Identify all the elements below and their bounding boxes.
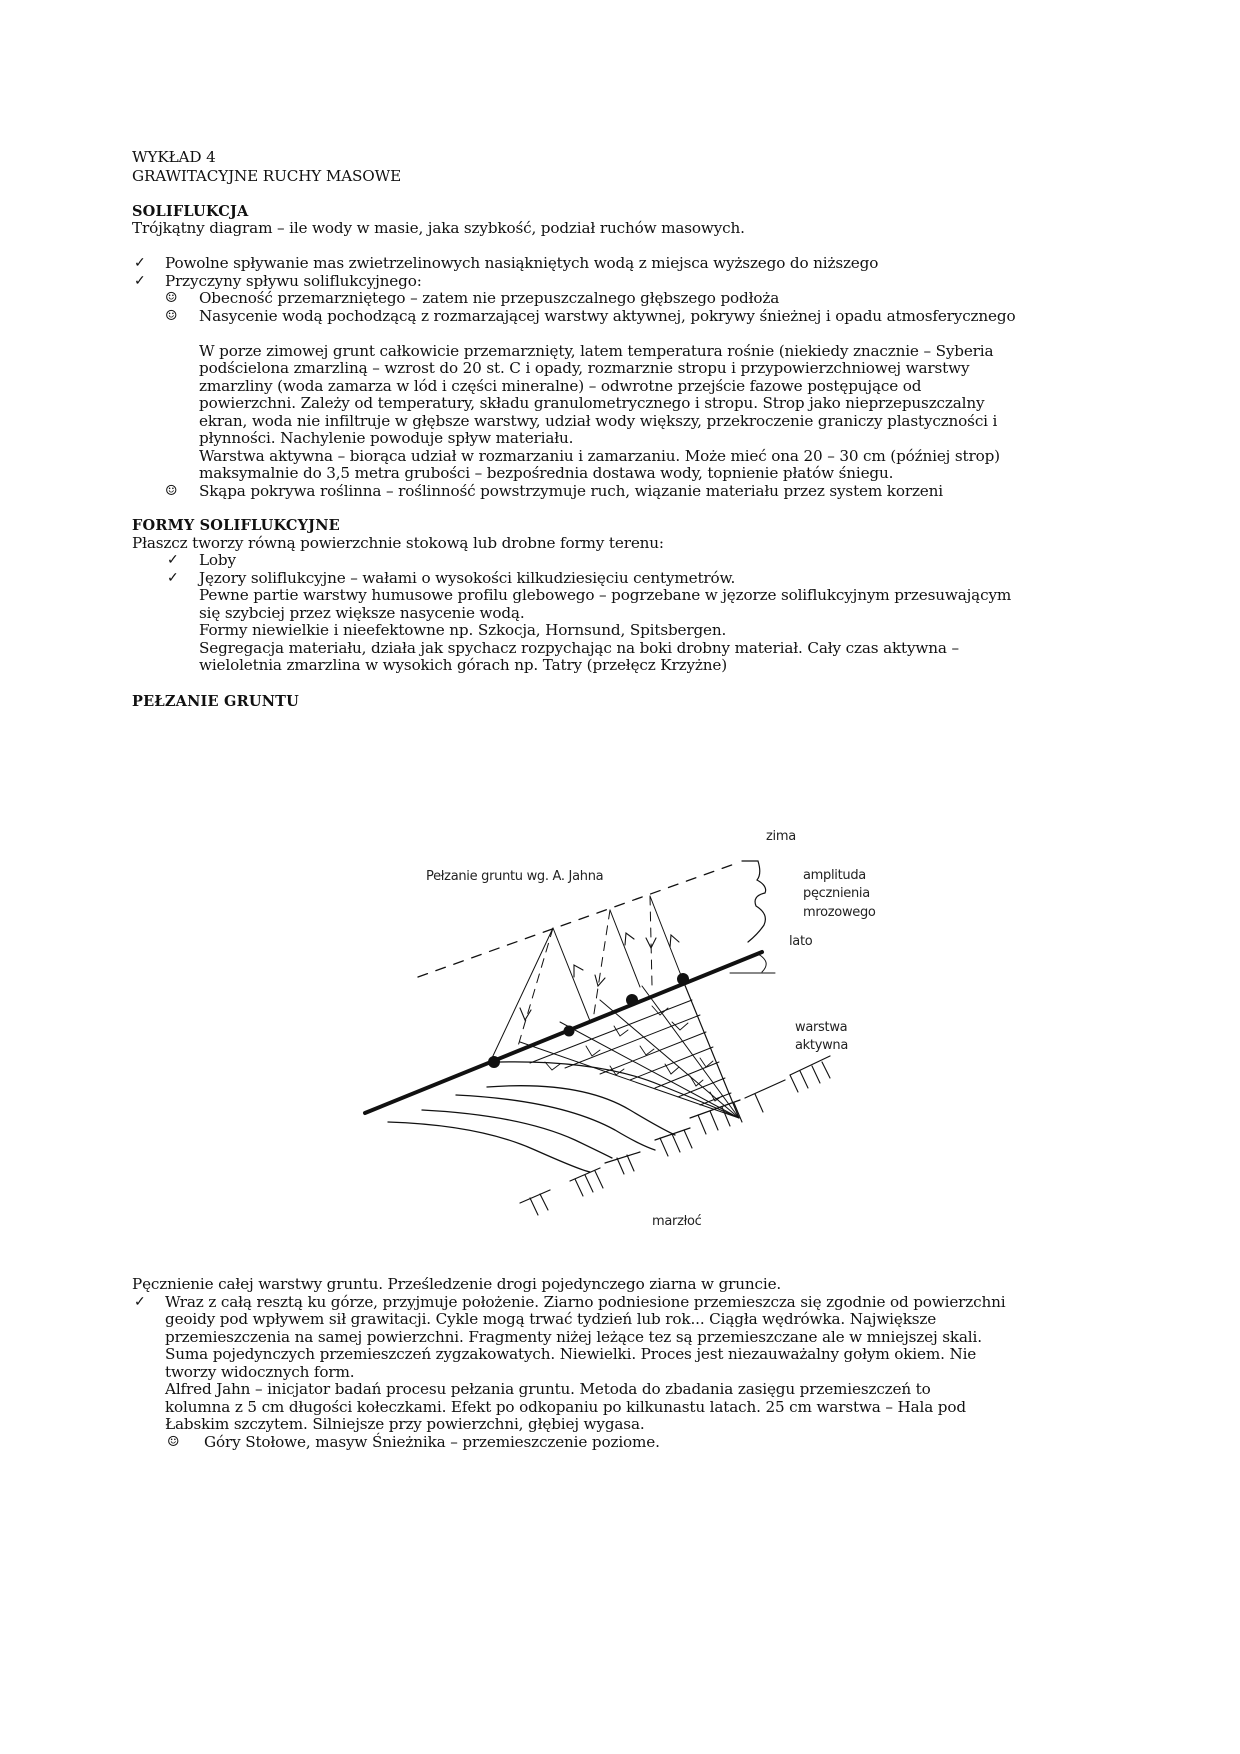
paragraph-line: geoidy pod wpływem sił grawitacji. Cykle mogą trwać tydzień lub rok... Ciągła wędrówka. Największe bbox=[165, 1310, 937, 1328]
paragraph-line: podścielona zmarzliną – wzrost do 20 st. C i opady, rozmarznie stropu i przypowierzchniowej warstwy bbox=[199, 359, 970, 377]
paragraph-line: powierzchni. Zależy od temperatury, składu granulometrycznego i stropu. Strop jako nieprzepuszczalny bbox=[199, 394, 985, 412]
paragraph-line: tworzy widocznych form. bbox=[165, 1363, 355, 1381]
list-item: Obecność przemarzniętego – zatem nie przepuszczalnego głębszego podłoża bbox=[199, 289, 780, 307]
label-winter: zima bbox=[766, 829, 796, 844]
paragraph-line: Alfred Jahn – inicjator badań procesu pełzania gruntu. Metoda do zbadania zasięgu przemieszczeń to bbox=[165, 1380, 931, 1398]
check-icon: ✓ bbox=[134, 255, 146, 271]
label-summer: lato bbox=[789, 934, 813, 949]
check-icon: ✓ bbox=[134, 1294, 146, 1310]
label-amplitude-1: amplituda bbox=[803, 868, 866, 883]
smiley-icon: ☺ bbox=[165, 308, 178, 324]
smiley-icon: ☺ bbox=[165, 483, 178, 499]
paragraph-line: zmarzliny (woda zamarza w lód i części mineralne) – odwrotne przejście fazowe postępujące od bbox=[199, 377, 922, 395]
paragraph-line: W porze zimowej grunt całkowicie przemarznięty, latem temperatura rośnie (niekiedy znacznie – Syberia bbox=[199, 342, 994, 360]
paragraph-line: płynności. Nachylenie powoduje spływ materiału. bbox=[199, 429, 574, 447]
paragraph-line: Segregacja materiału, działa jak spychacz rozpychając na boki drobny materiał. Cały czas aktywna – bbox=[199, 639, 959, 657]
paragraph-line: ekran, woda nie infiltruje w głębsze warstwy, udział wody większy, przekroczenie graniczy plastyczności i bbox=[199, 412, 998, 430]
pelzanie-intro: Pęcznienie całej warstwy gruntu. Prześledzenie drogi pojedynczego ziarna w gruncie. bbox=[132, 1275, 782, 1293]
list-item: Powolne spływanie mas zwietrzelinowych nasiąkniętych wodą z miejsca wyższego do niższego bbox=[165, 254, 879, 272]
list-item: Loby bbox=[199, 551, 236, 569]
paragraph-line: maksymalnie do 3,5 metra grubości – bezpośrednia dostawa wody, topnienie płatów śniegu. bbox=[199, 464, 894, 482]
section-heading-soliflukcja: SOLIFLUKCJA bbox=[132, 203, 249, 220]
paragraph-line: Łabskim szczytem. Silniejsze przy powierzchni, głębiej wygasa. bbox=[165, 1415, 645, 1433]
label-active-layer-1: warstwa bbox=[795, 1020, 848, 1035]
paragraph-line: wieloletnia zmarzlina w wysokich górach np. Tatry (przełęcz Krzyżne) bbox=[199, 656, 727, 674]
list-item: Skąpa pokrywa roślinna – roślinność powstrzymuje ruch, wiązanie materiału przez system korzeni bbox=[199, 482, 943, 500]
soliflukcja-intro: Trójkątny diagram – ile wody w masie, jaka szybkość, podział ruchów masowych. bbox=[132, 219, 745, 237]
list-item: Przyczyny spływu soliflukcyjnego: bbox=[165, 272, 422, 290]
smiley-icon: ☺ bbox=[165, 290, 178, 306]
label-bedrock: marzłoć bbox=[652, 1214, 702, 1229]
label-amplitude-3: mrozowego bbox=[803, 905, 876, 920]
list-item: Jęzory soliflukcyjne – wałami o wysokości kilkudziesięciu centymetrów. bbox=[199, 569, 736, 587]
paragraph-line: Warstwa aktywna – biorąca udział w rozmarzaniu i zamarzaniu. Może mieć ona 20 – 30 cm (później strop) bbox=[199, 447, 1000, 465]
paragraph-line: kolumna z 5 cm długości kołeczkami. Efekt po odkopaniu po kilkunastu latach. 25 cm warstwa – Hala pod bbox=[165, 1398, 966, 1416]
lecture-number: WYKŁAD 4 bbox=[132, 148, 216, 166]
check-icon: ✓ bbox=[167, 570, 179, 586]
document-title: GRAWITACYJNE RUCHY MASOWE bbox=[132, 167, 402, 185]
paragraph-line: Formy niewielkie i nieefektowne np. Szkocja, Hornsund, Spitsbergen. bbox=[199, 621, 727, 639]
diagram-title-label: Pełzanie gruntu wg. A. Jahna bbox=[426, 869, 604, 884]
section-heading-formy: FORMY SOLIFLUKCYJNE bbox=[132, 517, 340, 534]
check-icon: ✓ bbox=[134, 273, 146, 289]
label-active-layer-2: aktywna bbox=[795, 1038, 849, 1053]
check-icon: ✓ bbox=[167, 552, 179, 568]
paragraph-line: Suma pojedynczych przemieszczeń zygzakowatych. Niewielki. Proces jest niezauważalny gołym okiem. Nie bbox=[165, 1345, 977, 1363]
formy-intro: Płaszcz tworzy równą powierzchnie stokową lub drobne formy terenu: bbox=[132, 534, 664, 552]
paragraph-line: Wraz z całą resztą ku górze, przyjmuje położenie. Ziarno podniesione przemieszcza się zgodnie od powierzchni bbox=[165, 1293, 1006, 1311]
paragraph-line: się szybciej przez większe nasycenie wodą. bbox=[199, 604, 525, 622]
label-amplitude-2: pęcznienia bbox=[803, 886, 870, 901]
smiley-icon: ☺ bbox=[167, 1434, 180, 1450]
section-heading-pelzanie: PEŁZANIE GRUNTU bbox=[132, 693, 299, 710]
paragraph-line: przemieszczenia na samej powierzchni. Fragmenty niżej leżące tez są przemieszczane ale w mniejszej skali. bbox=[165, 1328, 982, 1346]
paragraph-line: Pewne partie warstwy humusowe profilu glebowego – pogrzebane w jęzorze soliflukcyjnym przesuwającym bbox=[199, 586, 1012, 604]
list-item: Góry Stołowe, masyw Śnieżnika – przemieszczenie poziome. bbox=[204, 1433, 660, 1451]
list-item: Nasycenie wodą pochodzącą z rozmarzającej warstwy aktywnej, pokrywy śnieżnej i opadu atmosferycznego bbox=[199, 307, 1016, 325]
